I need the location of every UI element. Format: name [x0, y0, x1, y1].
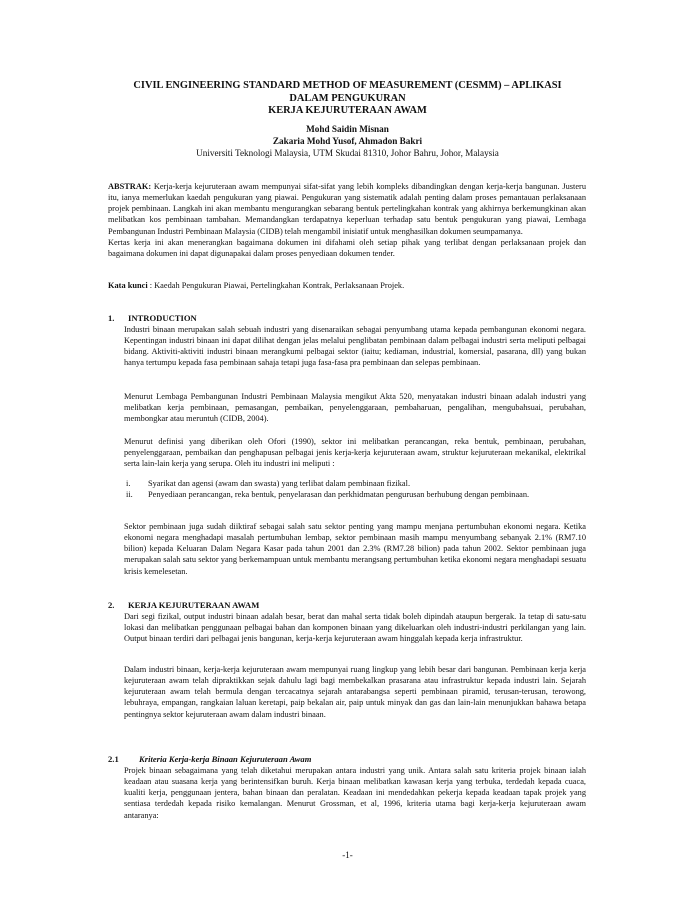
list-item-text: Syarikat dan agensi (awam dan swasta) yang terlibat dalam pembinaan fizikal.: [148, 479, 411, 488]
title-line: KERJA KEJURUTERAAN AWAM: [268, 105, 427, 116]
list-item: [124, 489, 586, 500]
keywords: [108, 280, 586, 291]
paragraph: Sektor pembinaan juga sudah diiktiraf sebagai salah satu sektor penting yang mampu menjana pertumbuhan ekonomi negara. Ketika ekonomi negara menghadapi masalah pertumbuhan lembap, sektor pembinaan masih mampu menyumbang sebanyak 2.1% (RM7.10 bilion) kepada Keluaran Dalam Negara Kasar pada tahun 2001 dan 2.3% (RM7.28 bilion) pada tahun 2002. Sektor pembinaan juga merupakan salah satu sektor yang berkemampuan untuk membantu merangsang pertumbuhan ketika ekonomi negara menghadapi sesuatu krisis kemelesetan.: [124, 522, 586, 576]
section-number: 2.1: [108, 754, 119, 764]
title-line: CIVIL ENGINEERING STANDARD METHOD OF MEASUREMENT (CESMM) – APLIKASI: [133, 80, 562, 91]
abstract: [108, 181, 586, 259]
title-line: DALAM PENGUKURAN: [289, 92, 406, 104]
paragraph: Dalam industri binaan, kerja-kerja kejuruteraan awam mempunyai ruang lingkup yang lebih besar dari bangunan. Pembinaan kerja kerja kejuruteraan awam telah dipraktikkan sejak dahulu lagi bagi membekalkan prasarana atau infrastruktur kepada industri lain. Sejarah kejuruteraan awam telah bermula dengan tercacatnya sejarah antarabangsa seperti pembinaan piramid, terusan-terusan, terowong, lebuhraya, empangan, rangkaian laluan keretapi, paip bekalan air, paip untuk minyak dan gas dan lain-lain menunjukkan bahawa betapa pentingnya sektor kejuruteraan awam dalam industri binaan.: [124, 665, 586, 719]
abstract-label: ABSTRAK:: [108, 182, 152, 191]
list-marker: ii.: [126, 490, 133, 500]
paragraph: Dari segi fizikal, output industri binaan adalah besar, berat dan mahal serta tidak boleh dipindah ataupun bergerak. Ia tetap di satu-satu lokasi dan melibatkan penggunaan pelbagai bahan dan komponen binaan yang dikeluarkan oleh industri-industri perkilangan yang lain. Output binaan terdiri dari pelbagai jenis bangunan, kerja-kerja kejuruteraan awam hinggalah kepada kerja infrastruktur.: [124, 612, 586, 644]
paper-title: [100, 80, 595, 118]
author-block: [100, 124, 595, 159]
list-item-text: Penyediaan perancangan, reka bentuk, penyelarasan dan perkhidmatan pengurusan berhubung dengan pembinaan.: [148, 490, 530, 500]
abstract-text-2: Kertas kerja ini akan menerangkan bagaimana dokumen ini difahami oleh setiap pihak yang terlibat dengan perlaksanaan projek dan bagaimana dokumen ini dapat digunapakai dalam proses penyediaan dokumen tender.: [108, 237, 586, 258]
paragraph: Menurut definisi yang diberikan oleh Ofori (1990), sektor ini melibatkan perancangan, reka bentuk, pembinaan, perubahan, penyelenggaraan, pembaikan dan penghapusan pelbagai jenis kerja-kerja kejuruteraan awam, struktur kejuruteraan mekanikal, elektrikal serta lain-lain kerja yang serupa. Oleh itu industri ini meliputi :: [124, 437, 586, 469]
author-name: Zakaria Mohd Yusof, Ahmadon Bakri: [272, 135, 423, 146]
author-name: Mohd Saidin Misnan: [306, 124, 389, 134]
list-marker: i.: [126, 479, 131, 488]
section-title: INTRODUCTION: [128, 313, 197, 323]
page-number: -1-: [342, 850, 353, 860]
keywords-text: : Kaedah Pengukuran Piawai, Pertelingkahan Kontrak, Perlaksanaan Projek.: [147, 281, 405, 290]
section-number: 2.: [108, 600, 115, 610]
section-title: Kriteria Kerja-kerja Binaan Kejuruteraan Awam: [139, 754, 312, 764]
paragraph: Industri binaan merupakan salah sebuah industri yang disenaraikan sebagai penyumbang utama kepada pembangunan ekonomi negara. Kepentingan industri binaan ini dapat dilihat dengan jelas melalui penglibatan pembinaan dalam pelbagai industri serta meliputi pelbagai bidang. Aktiviti-aktiviti industri binaan merangkumi pelbagai sektor (iaitu; kediaman, industrial, komersial, pasarana, dll) yang bukan hanya tertumpu kepada fasa pembinaan sahaja tetapi juga fasa-fasa pra pembinaan dan selepas pembinaan.: [124, 325, 586, 368]
bullet-list: [124, 478, 586, 500]
abstract-text: Kerja-kerja kejuruteraan awam mempunyai sifat-sifat yang lebih kompleks dibandingkan dengan kerja-kerja bangunan. Justeru itu, ianya memerlukan kaedah pengukuran yang piawai. Pengukuran yang sistematik adalah penting dalam proses pemantauan perlaksanaan projek pembinaan. Langkah ini akan membantu mengurangkan sebarang bentuk pertelingkahan kontrak yang akhirnya berkemungkinan akan melibatkan kos pembinaan tambahan. Memandangkan terdapatnya keperluan terhadap satu bentuk pengukuran yang piawai, Lembaga Pembangunan Industri Pembinaan Malaysia (CIDB) telah mengambil inisiatif untuk menghasilkan dokumen seumpamanya.: [108, 182, 586, 236]
paragraph: Menurut Lembaga Pembangunan Industri Pembinaan Malaysia mengikut Akta 520, menyatakan industri binaan adalah industri yang melibatkan kerja pembinaan, pemasangan, pembaikan, penyelenggaraan, pembaharuan, pengalihan, mengubahsuai, perubahan, membongkar atau meruntuh (CIDB, 2004).: [124, 392, 586, 424]
affiliation: Universiti Teknologi Malaysia, UTM Skudai 81310, Johor Bahru, Johor, Malaysia: [196, 147, 499, 158]
list-item: [124, 478, 586, 489]
section-title: KERJA KEJURUTERAAN AWAM: [128, 600, 260, 610]
keywords-label: Kata kunci: [108, 281, 148, 290]
paragraph: Projek binaan sebagaimana yang telah diketahui merupakan antara industri yang unik. Antara salah satu kriteria projek binaan ialah keadaan atau suasana kerja yang berintensifkan buruh. Kerja binaan melibatkan kawasan kerja yang terbuka, terdedah kepada cuaca, kualiti kerja, penggunaan jentera, bahan binaan dan peralatan. Keadaan ini mendedahkan pekerja kepada keadaan tapak projek yang sentiasa terdedah kepada risiko kemalangan. Menurut Grossman, et al, 1996, kriteria utama bagi kerja-kerja kejuruteraan awam antaranya:: [124, 766, 586, 820]
section-number: 1.: [108, 313, 115, 323]
